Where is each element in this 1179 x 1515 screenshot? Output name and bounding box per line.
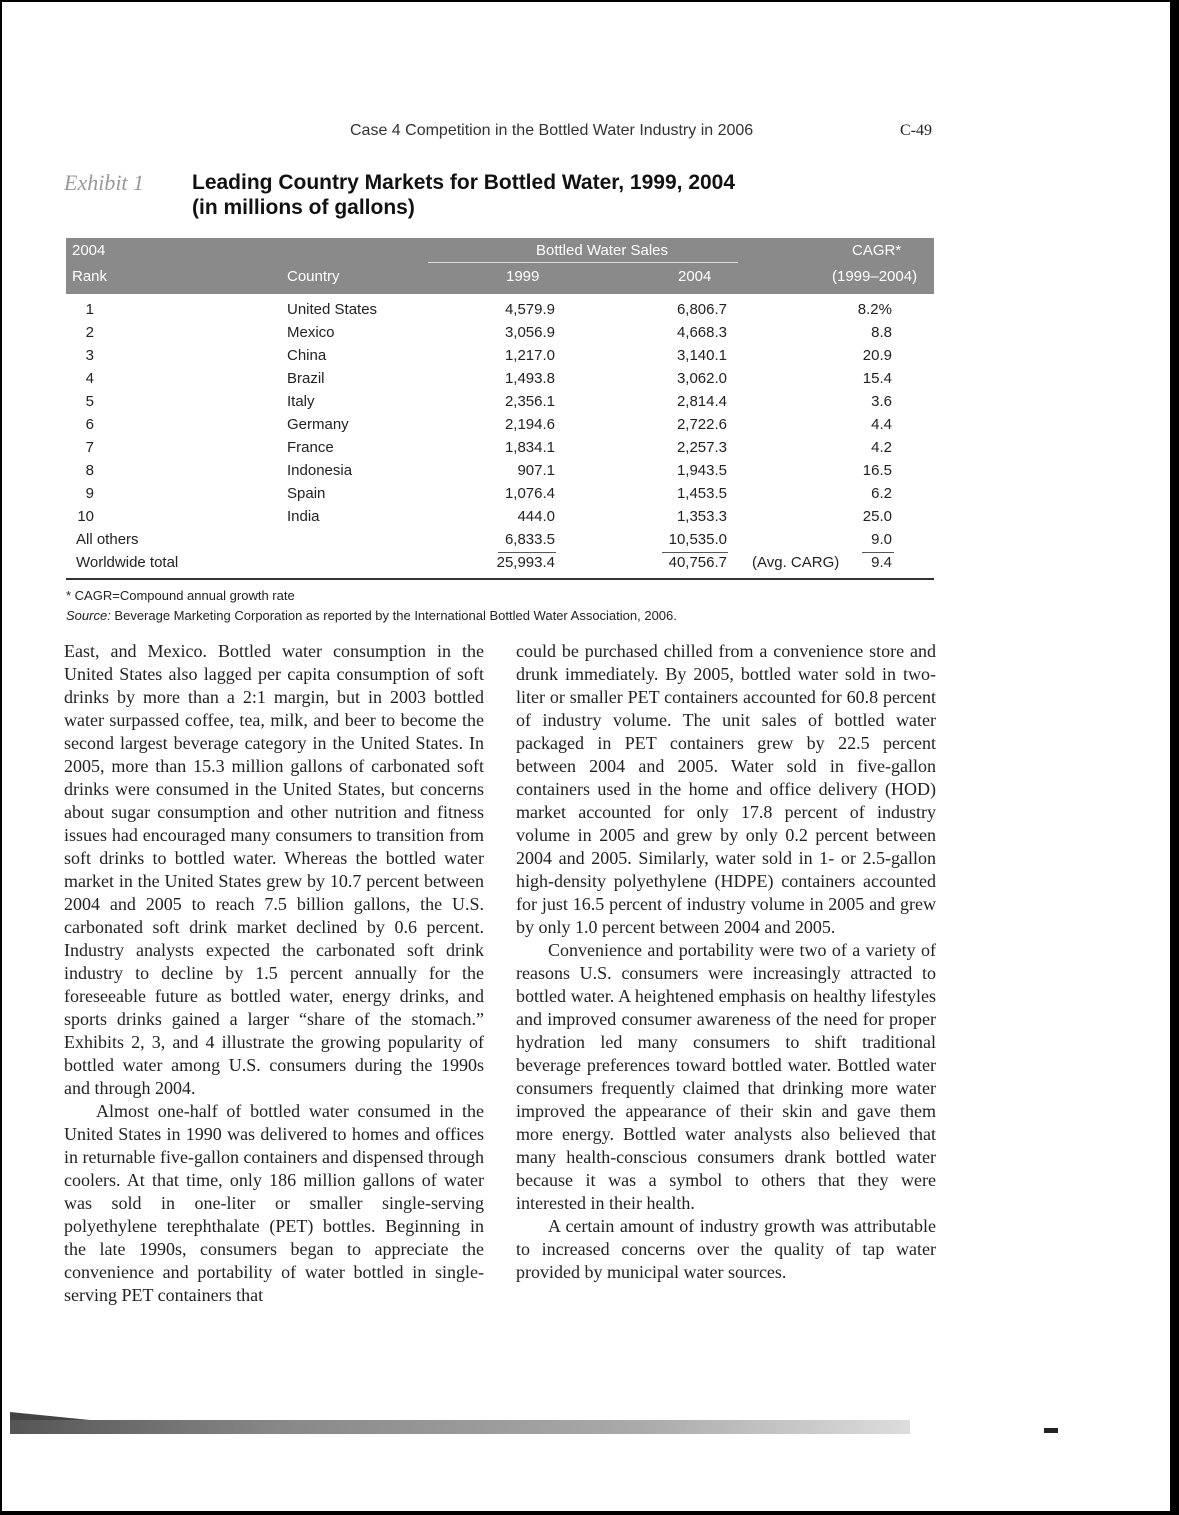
sales-1999-cell: 907.1 xyxy=(517,462,555,479)
scan-shadow xyxy=(10,1412,90,1420)
sales-1999-cell: 1,076.4 xyxy=(504,485,555,502)
table-row xyxy=(66,416,934,439)
table-row xyxy=(66,301,934,324)
header-sales-group: Bottled Water Sales xyxy=(536,242,669,259)
table-row xyxy=(66,324,934,347)
table-row xyxy=(66,508,934,531)
page-number: C-49 xyxy=(900,122,932,139)
sales-1999-cell: 1,834.1 xyxy=(504,439,555,456)
cagr-cell: 20.9 xyxy=(862,347,892,364)
cagr-cell: 8.8 xyxy=(871,324,892,341)
country-cell: India xyxy=(287,508,320,525)
paragraph: Almost one-half of bottled water consumed in the United States in 1990 was delivered to homes and offices in returnable five-gallon containers and dispensed through coolers. At that time, only 186 million gallons of water was sold in one-liter or smaller single-serving polyethylene terephthalate (PET) bottles. Beginning in the late 1990s, consumers began to appreciate the convenience and portability of water bottled in single-serving PET containers that xyxy=(64,1101,484,1305)
sales-2004-cell: 6,806.7 xyxy=(676,301,727,318)
rank-cell: 2 xyxy=(85,324,94,341)
all-others-1999: 6,833.5 xyxy=(504,531,555,548)
sales-2004-cell: 2,722.6 xyxy=(676,416,727,433)
table-row-total xyxy=(66,554,934,577)
table-row xyxy=(66,370,934,393)
cagr-cell: 4.4 xyxy=(871,416,892,433)
country-cell: Mexico xyxy=(287,324,335,341)
scan-mark xyxy=(1044,1428,1058,1433)
exhibit-title-line1: Leading Country Markets for Bottled Water, 1999, 2004 xyxy=(192,171,736,194)
sales-1999-cell: 444.0 xyxy=(517,508,555,525)
total-label: Worldwide total xyxy=(76,554,179,571)
country-cell: France xyxy=(287,439,334,456)
table-row xyxy=(66,347,934,370)
cagr-cell: 25.0 xyxy=(862,508,892,525)
document-page xyxy=(2,2,1170,1511)
country-cell: Germany xyxy=(287,416,349,433)
sum-rule-cagr xyxy=(862,552,894,553)
header-country: Country xyxy=(287,268,340,285)
exhibit-label: Exhibit 1 xyxy=(64,170,145,195)
country-cell: Spain xyxy=(287,485,326,502)
table-bottom-rule xyxy=(66,578,934,580)
rank-cell: 6 xyxy=(85,416,94,433)
country-cell: United States xyxy=(287,301,378,318)
all-others-2004: 10,535.0 xyxy=(668,531,727,548)
sales-2004-cell: 2,814.4 xyxy=(676,393,727,410)
rank-cell: 4 xyxy=(85,370,94,387)
cagr-cell: 8.2% xyxy=(857,301,892,318)
cagr-cell: 3.6 xyxy=(871,393,892,410)
cagr-cell: 15.4 xyxy=(862,370,892,387)
rank-cell: 5 xyxy=(85,393,94,410)
cagr-cell: 16.5 xyxy=(862,462,892,479)
running-header: Case 4 Competition in the Bottled Water Industry in 2006 xyxy=(350,122,754,139)
sales-2004-cell: 1,943.5 xyxy=(676,462,727,479)
paragraph: East, and Mexico. Bottled water consumption in the United States also lagged per capita consumption of soft drinks by more than a 2:1 margin, but in 2003 bottled water surpassed coffee, tea, milk, and beer to become the second largest beverage category in the United States. In 2005, more than 15.3 million gallons of carbonated soft drinks were consumed in the United States, but concerns about sugar consumption and other nutrition and fitness issues had encouraged many consumers to transition from soft drinks to bottled water. Whereas the bottled water market in the United States grew by 10.7 percent between 2004 and 2005 to reach 7.5 billion gallons, the U.S. carbonated soft drink market declined by 0.6 percent. Industry analysts expected the carbonated soft drink industry to decline by 1.5 percent annually for the foreseeable future as bottled water, energy drinks, and sports drinks gained a larger “share of the stomach.” Exhibits 2, 3, and 4 illustrate the growing popularity of bottled water among U.S. consumers during the 1990s and through 2004. xyxy=(64,641,484,1098)
country-cell: Indonesia xyxy=(287,462,353,479)
cagr-cell: 4.2 xyxy=(871,439,892,456)
table-row xyxy=(66,485,934,508)
paragraph: A certain amount of industry growth was attributable to increased concerns over the quality of tap water provided by municipal water sources. xyxy=(516,1216,936,1282)
header-year-1999: 1999 xyxy=(506,268,540,285)
sales-1999-cell: 2,356.1 xyxy=(504,393,555,410)
sales-1999-cell: 2,194.6 xyxy=(504,416,555,433)
sum-rule-1999 xyxy=(498,552,556,553)
table-row-all-others xyxy=(66,531,934,554)
all-others-cagr: 9.0 xyxy=(871,531,892,548)
rank-cell: 3 xyxy=(85,347,94,364)
total-1999: 25,993.4 xyxy=(496,554,555,571)
cagr-cell: 6.2 xyxy=(871,485,892,502)
sum-rule-2004 xyxy=(662,552,728,553)
footnote-source-text: Beverage Marketing Corporation as reported by the International Bottled Water Association, 2006. xyxy=(110,608,677,623)
paragraph: Convenience and portability were two of a variety of reasons U.S. consumers were increasingly attracted to bottled water. A heightened emphasis on healthy lifestyles and improved consumer awareness of the need for proper hydration led many consumers to shift traditional beverage preferences toward bottled water. Bottled water consumers frequently claimed that drinking more water improved the appearance of their skin and gave them more energy. Bottled water analysts also believed that many health-conscious consumers drank bottled water because it was a symbol to others that they were interested in their health. xyxy=(516,940,936,1213)
body-column-right xyxy=(516,640,936,1284)
rank-cell: 1 xyxy=(85,301,94,318)
rank-cell: 10 xyxy=(77,508,94,525)
footnote-cagr: * CAGR=Compound annual growth rate xyxy=(66,588,295,603)
exhibit-title xyxy=(192,170,735,220)
all-others-label: All others xyxy=(76,531,139,548)
total-cagr: 9.4 xyxy=(871,554,892,571)
total-2004: 40,756.7 xyxy=(668,554,727,571)
sales-2004-cell: 2,257.3 xyxy=(676,439,727,456)
rank-cell: 8 xyxy=(85,462,94,479)
header-year-2004: 2004 xyxy=(678,268,712,285)
sales-group-rule xyxy=(428,262,738,263)
header-cagr-range: (1999–2004) xyxy=(832,268,918,285)
header-rank-year: 2004 xyxy=(72,242,106,259)
country-cell: Italy xyxy=(287,393,315,410)
country-cell: Brazil xyxy=(287,370,325,387)
rank-cell: 9 xyxy=(85,485,94,502)
sales-1999-cell: 1,493.8 xyxy=(504,370,555,387)
sales-1999-cell: 4,579.9 xyxy=(504,301,555,318)
body-column-left xyxy=(64,640,484,1307)
rank-cell: 7 xyxy=(85,439,94,456)
sales-2004-cell: 3,140.1 xyxy=(676,347,727,364)
sales-1999-cell: 3,056.9 xyxy=(504,324,555,341)
sales-2004-cell: 4,668.3 xyxy=(676,324,727,341)
sales-2004-cell: 1,453.5 xyxy=(676,485,727,502)
table-row xyxy=(66,462,934,485)
sales-2004-cell: 1,353.3 xyxy=(676,508,727,525)
scan-binding-bar xyxy=(10,1420,910,1434)
total-avg-label: (Avg. CARG) xyxy=(752,554,840,571)
footnote-source-label: Source: xyxy=(66,608,111,623)
header-cagr: CAGR* xyxy=(852,242,902,259)
exhibit-title-line2: (in millions of gallons) xyxy=(192,196,415,219)
header-rank: Rank xyxy=(72,268,108,285)
table-row xyxy=(66,439,934,462)
sales-2004-cell: 3,062.0 xyxy=(676,370,727,387)
table-row xyxy=(66,393,934,416)
table-header xyxy=(66,238,934,294)
sales-1999-cell: 1,217.0 xyxy=(504,347,555,364)
footnote-source xyxy=(66,608,677,623)
paragraph: could be purchased chilled from a convenience store and drunk immediately. By 2005, bottled water sold in two-liter or smaller PET containers accounted for 60.8 percent of industry volume. The unit sales of bottled water packaged in PET containers grew by 22.5 percent between 2004 and 2005. Water sold in five-gallon containers used in the home and office delivery (HOD) market accounted for only 17.8 percent of industry volume in 2005 and grew by only 0.2 percent between 2004 and 2005. Similarly, water sold in 1- or 2.5-gallon high-density polyethylene (HDPE) containers accounted for just 16.5 percent of industry volume in 2005 and grew by only 1.0 percent between 2004 and 2005. xyxy=(516,641,936,937)
country-cell: China xyxy=(287,347,327,364)
